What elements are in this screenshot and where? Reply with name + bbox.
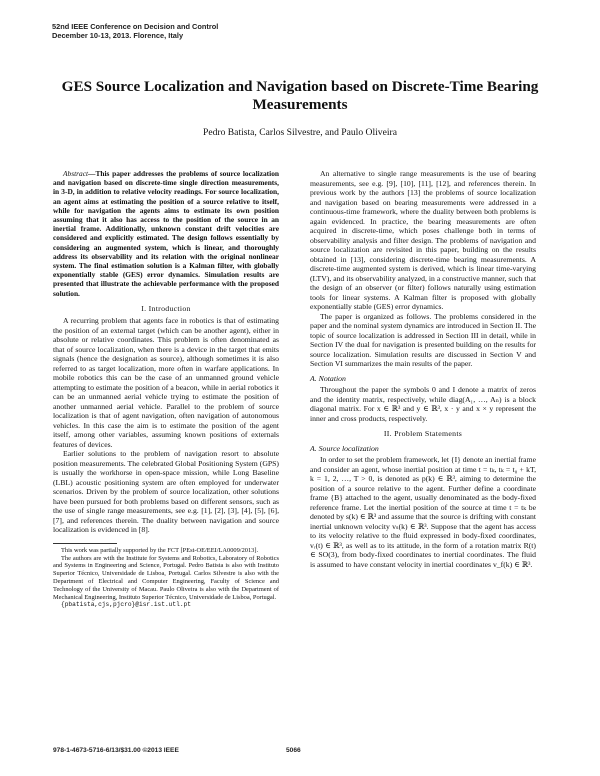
abstract-text: —This paper addresses the problems of source localization and navigation based on discrete-time single direction measurements, in 3-D, in addition to relative velocity readings. For source localization, an agent aims at estimating the position of a source relative to itself, while for navigation the agents aims to estimate its own position assuming that it also has access to the position of the source in an inertial frame. Additionally, unknown constant drift velocities are considered and explicitly estimated. The design follows essentially by considering an augmented system, which is linear, and thoroughly address its observability and its relation with the original nonlinear system. The final estimation solution is a Kalman filter, with globally exponentially stable (GES) error dynamics. Simulation results are presented that illustrate the achievable performance with the proposed solution.: [53, 169, 279, 298]
section-heading-introduction: I. Introduction: [141, 303, 191, 313]
conference-header: [52, 22, 218, 40]
right-paragraph-2: The paper is organized as follows. The problems considered in the paper and the nominal system dynamics are introduced in Section II. The topic of source localization is addressed in Section III in detail, while in Section IV the dual for navigation is presented building on the results for source localization. Simulation results are discussed in Section V and Section VI summarizes the main results of the paper.: [310, 311, 536, 368]
subsection-heading-source-localization: A. Source localization: [310, 443, 379, 453]
notation-paragraph: Throughout the paper the symbols 0 and I denote a matrix of zeros and the identity matrix, respectively, while diag(A₁, …, Aₙ) is a block diagonal matrix. For x ∈ ℝ³ and y ∈ ℝ³, x · y and x × y represent the inner and cross products, respectively.: [310, 385, 536, 423]
page-number: 5066: [286, 747, 301, 754]
right-paragraph-1: An alternative to single range measurements is the use of bearing measurements, see e.g. [9], [10], [11], [12], and references therein. In previous work by the authors [13] the problems of source localization and navigation based on bearing measurements were addressed in a continuous-time framework, where the duality between both problems is again evidenced. In practice, the bearing measurements are often acquired in discrete-time, which poses challenge both in terms of observability analysis and filter design. The problems of navigation and source localization are revisited in this paper, building on the results obtained in [13], considering discrete-time bearing measurements. A discrete-time augmented system is derived, which is linear time-varying (LTV), and its observability analyzed, in a constructive manner, such that the design of an observer (or filter) follows naturally using estimation tools for linear systems. A Kalman filter is proposed with globally exponentially stable (GES) error dynamics.: [310, 169, 536, 311]
footnote-affiliation: The authors are with the Institute for Systems and Robotics, Laboratory of Robotics and Systems in Engineering and Science, Portugal. Pedro Batista is also with Instituto Superior Técnico, Universidade de Lisboa, Portugal. Carlos Silvestre is also with the Department of Electrical and Computer Engineering, Faculty of Science and Technology of the University of Macau. Paulo Oliveira is also with the Department of Mechanical Engineering, Instituto Superior Técnico, Universidade de Lisboa, Portugal.: [53, 554, 279, 601]
subsection-heading-notation: A. Notation: [310, 373, 346, 383]
intro-paragraph-1: A recurring problem that agents face in robotics is that of estimating the position of an external target (which can be another agent), either in absolute or relative coordinates. This problem is often denominated as that of source localization, when there is a device in the target that emits signals (hence the designation as source), although sometimes it is also referred to as target localization, more often in warfare applications. In mobile robotics this can be the case of an unmanned ground vehicle attempting to estimate the position of a beacon, while in aerial robotics it can be an unmanned aerial vehicle trying to estimate the position of another unmanned aerial vehicle. Parallel to the problem of source localization is that of agent navigation, often navigation of autonomous vehicles. In this case the aim is to estimate the position of the agent itself, among other variables, assuming known positions of externals features of devices.: [53, 316, 279, 449]
source-localization-paragraph: In order to set the problem framework, let {I} denote an inertial frame and consider an agent, whose inertial position at time t = tₖ, tₖ = t₀ + kT, k = 1, 2, …, T > 0, is denoted as p(k) ∈ ℝ³, aiming to determine the position of a source relative to the agent. Further define a coordinate frame {B} attached to the agent, usually denominated as the body-fixed reference frame. Let the inertial position of the source at time t = tₖ be denoted by s(k) ∈ ℝ³ and assume that the source is drifting with constant inertial unknown velocity vₛ(k) ∈ ℝ³. Suppose that the agent has access to its velocity relative to the fluid expressed in body-fixed coordinates, vᵣ(t) ∈ ℝ³, as well as to its attitude, in the form of a rotation matrix R(t) ∈ SO(3), from body-fixed coordinates to inertial coordinates. The fluid is assumed to have constant velocity in inertial coordinates v_f(k) ∈ ℝ³.: [310, 455, 536, 569]
footnote-divider: [53, 543, 117, 544]
author-emails: {pbatista,cjs,pjcro}@isr.ist.utl.pt: [61, 601, 191, 609]
footnote-funding: This work was partially supported by the FCT [PEst-OE/EEI/LA0009/2013].: [61, 546, 259, 554]
right-column: [310, 169, 536, 569]
intro-paragraph-2: Earlier solutions to the problem of navigation resort to absolute position measurements. The celebrated Global Positioning System (GPS) is usually the workhorse in open-space mission, while Long Baseline (LBL) acoustic positioning system are often employed for underwater scenarios. Driven by the problem of source localization, other solutions have been pursued for both problems based on different sensors, such as the use of single range measurements, see e.g. [1], [2], [3], [4], [5], [6], [7], and references therein. The duality between navigation and source localization is evidenced in [8].: [53, 449, 279, 535]
abstract: [53, 169, 279, 298]
conference-name: 52nd IEEE Conference on Decision and Control: [52, 22, 219, 31]
copyright-footer: 978-1-4673-5716-6/13/$31.00 ©2013 IEEE: [53, 747, 179, 754]
footnotes: [53, 547, 279, 609]
paper-title: GES Source Localization and Navigation based on Discrete-Time Bearing Measurements: [61, 78, 539, 113]
paper-authors: Pedro Batista, Carlos Silvestre, and Paulo Oliveira: [203, 127, 397, 138]
section-heading-problem-statements: II. Problem Statements: [383, 429, 463, 438]
conference-dates: December 10-13, 2013. Florence, Italy: [52, 31, 184, 40]
left-column: [53, 169, 279, 609]
abstract-lead: Abstract: [63, 169, 89, 178]
